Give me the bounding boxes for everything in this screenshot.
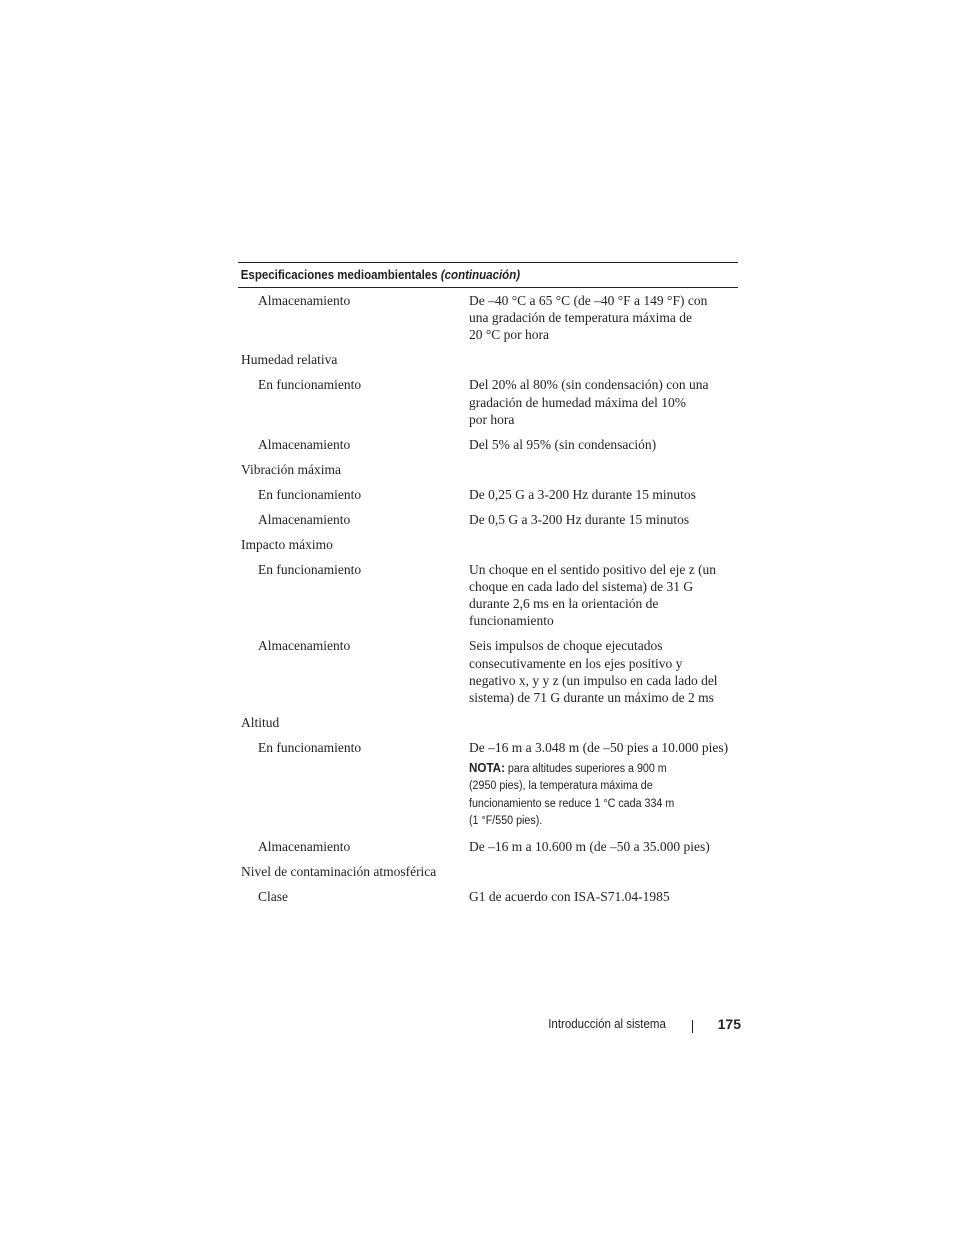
value-line: Del 5% al 95% (sin condensación) <box>469 436 657 452</box>
value-line: De –16 m a 3.048 m (de –50 pies a 10.000 pies) <box>469 739 729 755</box>
row-value <box>469 888 741 905</box>
footer-separator <box>692 1020 693 1033</box>
table-row <box>238 735 738 834</box>
value-line: una gradación de temperatura máxima de <box>469 310 693 326</box>
table-row-group-heading <box>238 859 738 884</box>
table-row <box>238 633 738 710</box>
value-line: funcionamiento <box>469 613 554 629</box>
group-label: Humedad relativa <box>241 352 338 368</box>
row-label: En funcionamiento <box>258 486 362 502</box>
note-label: NOTA: <box>469 761 505 776</box>
row-label: Clase <box>258 889 288 905</box>
row-value <box>469 637 741 706</box>
note-line: (1 °F/550 pies). <box>469 815 543 828</box>
table-row <box>238 432 738 457</box>
value-line: Del 20% al 80% (sin condensación) con una <box>469 377 709 393</box>
table-header <box>238 263 698 287</box>
table-title: Especificaciones medioambientales <box>240 268 438 282</box>
value-line: gradación de humedad máxima del 10% <box>469 394 687 410</box>
row-value <box>469 511 741 528</box>
note-line: funcionamiento se reduce 1 °C cada 334 m <box>469 797 675 810</box>
row-value <box>469 838 741 855</box>
value-line: De 0,5 G a 3-200 Hz durante 15 minutos <box>469 511 690 527</box>
note-line: para altitudes superiores a 900 m <box>507 763 667 776</box>
page-number: 175 <box>717 1016 741 1032</box>
group-label: Altitud <box>241 714 280 730</box>
row-value <box>469 376 741 428</box>
row-label: Almacenamiento <box>258 436 351 452</box>
value-line: De –16 m a 10.600 m (de –50 a 35.000 pies) <box>469 839 710 855</box>
row-value <box>469 486 741 503</box>
row-label: Almacenamiento <box>258 839 351 855</box>
row-label: Almacenamiento <box>258 638 351 654</box>
table-row <box>238 288 738 347</box>
value-line: Un choque en el sentido positivo del eje z (un <box>469 561 717 577</box>
group-label: Vibración máxima <box>241 461 342 477</box>
value-line: Seis impulsos de choque ejecutados <box>469 638 663 654</box>
value-line: durante 2,6 ms en la orientación de <box>469 596 659 612</box>
table-row <box>238 507 738 532</box>
value-line: consecutivamente en los ejes positivo y <box>469 655 683 671</box>
value-line: De 0,25 G a 3-200 Hz durante 15 minutos <box>469 486 696 502</box>
value-line: por hora <box>469 411 515 427</box>
row-label: En funcionamiento <box>258 377 362 393</box>
value-line: G1 de acuerdo con ISA-S71.04-1985 <box>469 889 670 905</box>
group-label: Nivel de contaminación atmosférica <box>241 864 437 880</box>
note <box>469 760 722 830</box>
table-row-group-heading <box>238 457 738 482</box>
row-label: Almacenamiento <box>258 511 351 527</box>
environmental-specs-table <box>238 262 738 909</box>
footer-section-title: Introducción al sistema <box>548 1017 666 1031</box>
table-row-group-heading <box>238 532 738 557</box>
table-title-continued: (continuación) <box>440 268 521 282</box>
row-label: En funcionamiento <box>258 739 362 755</box>
row-value <box>469 739 741 830</box>
table-row-group-heading <box>238 710 738 735</box>
table-row <box>238 482 738 507</box>
row-value <box>469 292 741 344</box>
value-line: negativo x, y y z (un impulso en cada lado del <box>469 672 718 688</box>
value-line: sistema) de 71 G durante un máximo de 2 ms <box>469 689 714 705</box>
note-line: (2950 pies), la temperatura máxima de <box>469 780 653 793</box>
page-footer <box>500 1015 742 1035</box>
row-label: En funcionamiento <box>258 561 362 577</box>
table-row <box>238 884 738 909</box>
value-line: 20 °C por hora <box>469 327 550 343</box>
table-row-group-heading <box>238 347 738 372</box>
row-label: Almacenamiento <box>258 293 351 308</box>
table-row <box>238 372 738 431</box>
table-row <box>238 834 738 859</box>
group-label: Impacto máximo <box>241 536 333 552</box>
row-value <box>469 561 741 630</box>
row-value <box>469 436 741 453</box>
table-row <box>238 557 738 634</box>
value-line: choque en cada lado del sistema) de 31 G <box>469 578 694 594</box>
value-line: De –40 °C a 65 °C (de –40 °F a 149 °F) con <box>469 293 708 308</box>
